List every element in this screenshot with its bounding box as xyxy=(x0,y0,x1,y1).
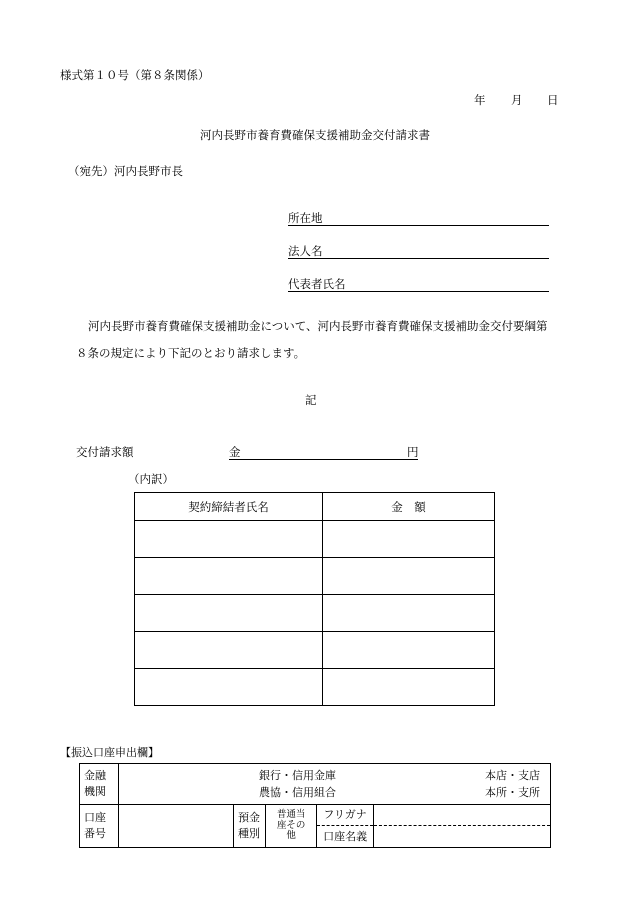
col-contractor-name: 契約締結者氏名 xyxy=(135,493,323,521)
deposit-type-label: 預金種別 xyxy=(238,811,260,840)
contractor-name-cell[interactable] xyxy=(135,521,323,558)
amount-cell[interactable] xyxy=(323,669,495,706)
breakdown-table xyxy=(134,492,495,706)
contractor-name-cell[interactable] xyxy=(135,632,323,669)
corp-name-field[interactable] xyxy=(288,246,549,259)
holder-name-field[interactable] xyxy=(374,826,550,847)
representative-label: 代表者氏名 xyxy=(288,277,346,291)
account-number-label-cell xyxy=(80,805,119,848)
amount-cell[interactable] xyxy=(323,558,495,595)
date-year: 年 xyxy=(474,93,486,107)
document-title: 河内長野市養育費確保支援補助金交付請求書 xyxy=(200,128,430,142)
bank-heading: 【振込口座申出欄】 xyxy=(60,746,159,759)
furigana-field[interactable] xyxy=(374,805,550,826)
account-number-label: 口座番号 xyxy=(84,811,106,840)
body-text-line1: 河内長野市養育費確保支援補助金について、河内長野市養育費確保支援補助金交付要綱第 xyxy=(88,319,548,333)
date-month: 月 xyxy=(511,93,523,107)
branch-types-line1: 本店・支店 xyxy=(485,769,540,782)
amount-label: 交付請求額 xyxy=(76,445,134,459)
holder-label: 口座名義 xyxy=(323,830,368,843)
breakdown-header-row xyxy=(135,493,495,521)
addressee: （宛先）河内長野市長 xyxy=(68,164,183,178)
table-row xyxy=(135,558,495,595)
amount-cell[interactable] xyxy=(323,521,495,558)
representative-field[interactable] xyxy=(288,279,549,292)
institution-label-cell xyxy=(80,764,119,805)
bank-types-line2: 農協・信用組合 xyxy=(259,786,336,799)
contractor-name-cell[interactable] xyxy=(135,558,323,595)
account-number-field[interactable] xyxy=(119,805,234,848)
contractor-name-cell[interactable] xyxy=(135,669,323,706)
table-row xyxy=(135,669,495,706)
table-row xyxy=(135,595,495,632)
holder-field-cell xyxy=(374,805,551,848)
contractor-name-cell[interactable] xyxy=(135,595,323,632)
institution-field[interactable] xyxy=(119,764,551,805)
amount-prefix: 金 xyxy=(229,445,241,459)
deposit-type-list: 普通当座その他 xyxy=(276,808,306,842)
deposit-type-label-cell xyxy=(234,805,266,848)
amount-field[interactable] xyxy=(229,447,418,460)
holder-label-cell xyxy=(317,805,374,848)
address-label: 所在地 xyxy=(288,211,323,225)
amount-suffix: 円 xyxy=(407,445,419,459)
table-row xyxy=(135,632,495,669)
date-day: 日 xyxy=(547,93,559,107)
address-field[interactable] xyxy=(288,213,549,226)
corp-name-label: 法人名 xyxy=(288,244,323,258)
bank-types-line1: 銀行・信用金庫 xyxy=(259,769,336,782)
branch-types-line2: 本所・支所 xyxy=(485,786,540,799)
col-amount: 金 額 xyxy=(323,493,495,521)
institution-label: 金融機関 xyxy=(84,769,106,798)
amount-cell[interactable] xyxy=(323,632,495,669)
deposit-type-options[interactable] xyxy=(266,805,317,848)
bank-account-table xyxy=(79,763,551,848)
furigana-label: フリガナ xyxy=(317,805,373,826)
amount-cell[interactable] xyxy=(323,595,495,632)
form-number: 様式第１０号（第８条関係） xyxy=(60,68,210,82)
breakdown-label: （内訳） xyxy=(128,472,174,486)
table-row xyxy=(135,521,495,558)
body-text-line2: ８条の規定により下記のとおり請求します。 xyxy=(76,346,306,360)
ki-heading: 記 xyxy=(305,393,317,407)
